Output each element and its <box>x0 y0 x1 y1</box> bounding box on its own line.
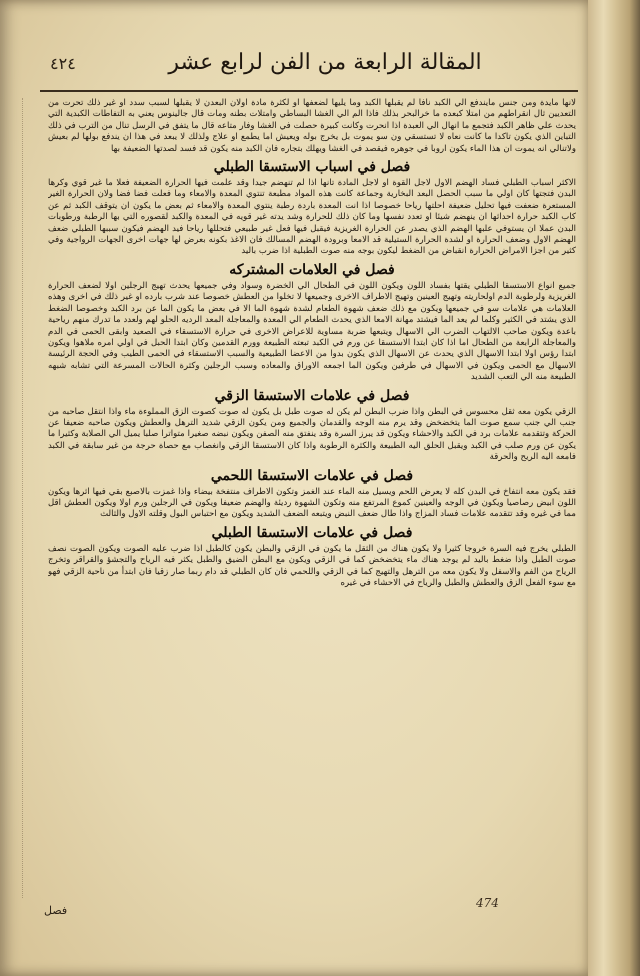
footer-page-number: 474 <box>476 896 499 910</box>
book-edge <box>588 0 640 976</box>
text-paragraph: الزقي يكون معه ثقل محسوس في البطن واذا ضرب البطن لم يكن له صوت طبل بل يكون له صوت كصوت الزق المملوءة ماء واذا انتقل صاحبه من جنب الي جنب سمع صوت الما يتخضخض وقد يرم منه الوجه والقدمان والجميع ومن يكون الزقي شديد الترهل والعطش ويكون صاحبه ضعيفا عن الحركة وتتقدمه علامات برد في الكبد والاحشاء ويكون قد يبرز السرة وقد ينفتق منه الصفن ويكون نبضه صغيرا متواترا صلبا يميل الي الصلابة وكثيرا ما يكون عن ورم صلب في الكبد ويقبل الحلق اليه الطبيعة والكثرة الرطوبة واذا كان الاستسقا الزقي وانغصاب مع حصاة حرجة من غير سابقة في الكبد فامعه اليه الريح والحرقة <box>48 406 576 463</box>
text-paragraph: الاكثر اسباب الطبلي فساد الهضم الاول لاجل القوة او لاجل المادة تانها اذا لم تنهضم جيدا وقد علمت فيها الحرارة الضعيفة فعلا ما غير قوي وكرها البدن فتجتها كان اولي ما سبب الحصل البعد البخارية وجماعة كانت هذه المواد مطبعة تنتوي المعدة والامعاء وما فعلت فضا فضا ولان الحرارة الغير المستعرة ضعفت فيها تحليل ضعيفة احلتها رياحا خصوصا اذا انت المعدة باردة رطبة ينتوي المعدة والامعاء ثم بعض ما يكون ان يتوقف الكبد ثم عن كاب الكبد حرارة احداثها ان ينهضم شيئا او تعدد نفسها وما كان ذلك للحرارة وشد يدته غير قويه في المعدة والكبد لقصوره التي بها الرطبة ورطوبات البدن عملا ان يستوفي علبها الهضم الذي يصدر عن الحرارة الغريزية فيقبل فيها فعل غير طبيعي فتحللها رياحا فيد الهضم فيكون سببها الطبلي ضعف الهضم الاول وضعف الحرارة او لشدة الحرارة الستيلية قد الامعا وبرودة الهضم المسالك فان الاغذ بكونه بعرض لها جهات اخرى الجهات الرواجية وفي كثير من اجزا الامراض الحرارة انقباض من الضغط ليكون بوجه منه صوت الطبلية اذا ضرب باليد <box>48 178 576 257</box>
header-rule <box>40 90 578 92</box>
section-heading: فصل في علامات الاستسقا الطبلي <box>211 524 413 541</box>
page-number: ٤٢٤ <box>50 54 76 73</box>
section-heading: فصل في علامات الاستسقا اللحمي <box>210 467 414 484</box>
text-paragraph: لانها مايدة ومن جنس مايندفع الي الكبد نافا لم يقبلها الكبد وما يليها لضعفها او لكثرة مادة اولان البعدن لا يقبلها لسبب سدد او غير ذلك تحرت من التعديين ثال انقراطهم من امتلا كبعده ما خرالبحر بذلك فاذا الم الي الغشا البساطي وامتلات بطنه ومات قال جالينوس يعني به التفاطات الكبدية التي يحدث علي ظاهر الكبد فتجمع ما انهال الي العبدة اذا انحرت وكانت كبيرة حصلت في الغشا وفار متاعه قال ما يتفق في الرسل تنال من الترب في ذلك التباين الذي يكون تاكدا ما كانت نعاه لا تستسقي ون سو يموت بل يخرج بوله ويعيش اما يطمع او علاج ولذلك لا يبعد في هذا ان يندفع بولها لم بعيش ولاتنالي انه يموت ان هذا الماء يكون اروبا في جوهره فيقصد في الغشا ويهلك بتجاره فان الكبد منه يكون قد فسد لصدتها الضعيفة بها <box>48 98 576 154</box>
text-paragraph: جميع انواع الاستسقا الطبلي يقتها بفساد اللون ويكون اللون في الطحال الي الخضرة وسواد وفي جميعها يحدث تهيج الرجلين اولا لضعف الحرارة الغريزية ولرطوبة الدم اولحاريته وتهيج العينين وتهيج الاطراف الاخرى وجميعها لا تخلوا من العطش خصوصا عند شرب بارده او غير ذلك في اخرى وهذه العلامات هي علامات سو في جميعها ويكون مع ذلك ضعف شهوة الطعام لشدة شهوة الما الا في بعض ما يكون الما عن برد الكبد وخصوصا الضغط الذي يشتد في الكثير وكلما لم يعد الما فيشتد مهانة الامعا الذي يحدث الطعام الي المعدة والمعاجلة المعد الرديه الحلو لهم ولعدد ما تدرك منهم رياحية باعدة ويكون صاحب الالتهاب الضرب الي الاسهال ويتبعها ضربة مساوية للاعراض الاخرى في حرارة الاستسقاء في الصعيد وابقى الحمى في الدم والمعاجلة الرابعة من الطحال اما اذا كان ابتدا الاستسقا عن ورم في الكبد تبعته الطبيعة وورم القدمين وكان ابتدا الحبل في اولي امره ملاهوا ويكون ابتدا رؤس اولا ابتدا الاسهال الذي يحدث عن الاسهال الذي يكون بدوا من الاعضا الطبيعية والسبب الاستسقاء في الحمى الطيب وفي الحجة الرئيسة الاسهال مع الحمى ويكون في الاسهال في طرفين ويكون الما اجمعه الاوراق والمعاده وسبب الرجلين وكثرة الحالات المسرعة التي تشابه شبهه الطبيعة منه الي التعب الشديد <box>48 280 576 383</box>
catchword: فصل <box>44 904 68 917</box>
section-heading: فصل في علامات الاستسقا الزقي <box>214 387 410 404</box>
margin-line <box>22 98 39 898</box>
section-heading: فصل في اسباب الاستسقا الطبلي <box>213 159 411 176</box>
page-header <box>40 46 580 86</box>
main-text <box>48 98 576 938</box>
text-paragraph: الطبلي يخرج فيه السرة خروجا كثيرا ولا يكون هناك من الثقل ما يكون في الزقي والبطن يكون كالطبل اذا ضرب عليه الصوت ويكون الصوت نصف صوت الطبل واذا ضغط باليد لم يوجد هناك ماء يتخضخض كما في الزقي ويكون مع البطن الضيق والطبل يكثر فيه الرياح والتجشؤ والقراقر وتخرج الرياح من الفم والاسفل ولا يكون معه من الترهل والتهيج كما في الزقي واللحمي فان كان الطبلي قد دام ربما صار زقيا فان ابتدأ من ناحية الزقي فهو مع سوء الفعل الزق والعطش والطبل والرياح في الاحشاء في غيره <box>48 543 576 588</box>
text-paragraph: فقد يكون معه انتفاخ في البدن كله لا يعرض اللحم ويسيل منه الماء عند الغمز وتكون الاطراف منتفخة بيضاء واذا غمزت بالاصبع بقي فيها اثرها ويكون اللون ابيض رصاصيا ويكون في الوجه والعينين كموع المرتفع منه وتكون الشهوة رديئة والهضم ضعيفا ويكون في الرجلين ورم اولا ويكون العطش اقل مما في غيره وقد تتقدمه علامات فساد المزاج واذا طال ضعف النبض ويتبعه الضعف الشديد ويكون مع احتباس البول وقلته الاول والثالث <box>48 486 576 520</box>
running-title: المقالة الرابعة من الفن لرابع عشر <box>168 50 482 75</box>
section-heading: فصل في العلامات المشتركه <box>229 261 395 278</box>
